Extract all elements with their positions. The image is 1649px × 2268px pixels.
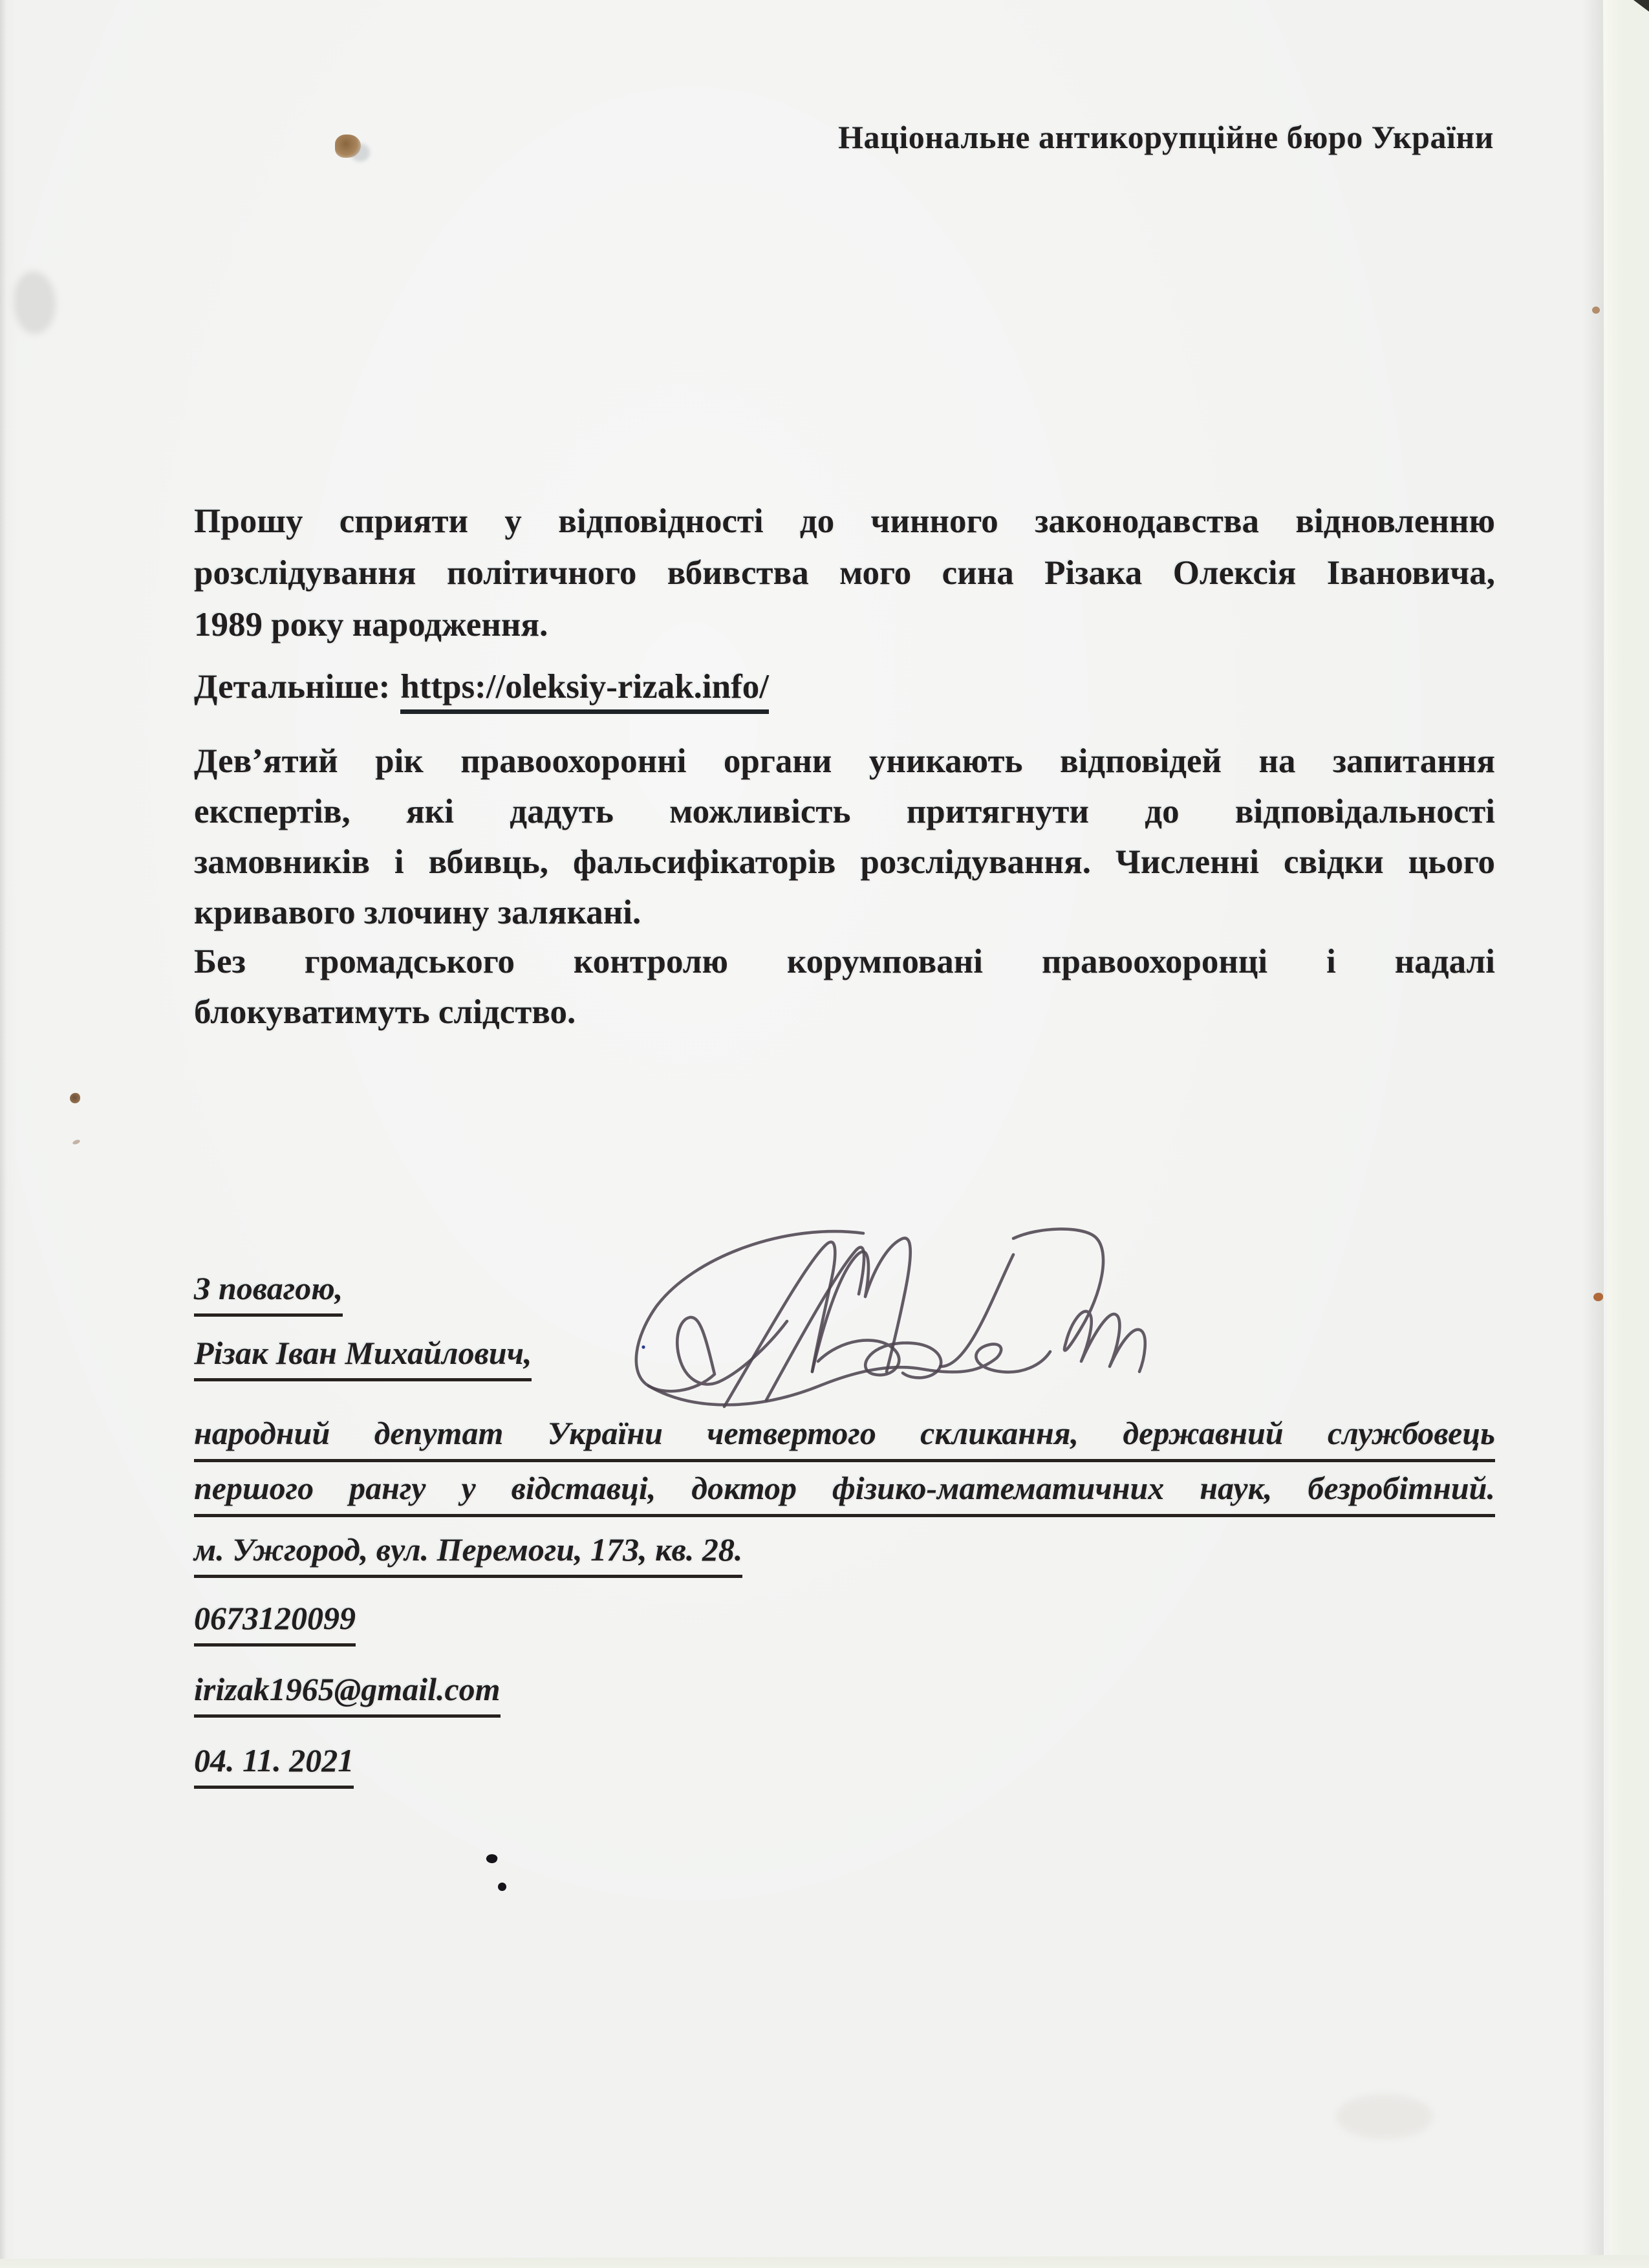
- details-line: [194, 661, 769, 713]
- handwritten-signature: [618, 1219, 1154, 1413]
- paragraph-request-line: 1989 року народження.: [194, 606, 548, 643]
- paragraph-request: [194, 495, 1495, 651]
- details-url-link: https://oleksiy-rizak.info/: [400, 668, 769, 714]
- paragraph-request-line: Прошу сприяти у відповідності до чинного законодавства відновленню: [194, 502, 1495, 540]
- signatory-title-line: народний депутат України четвертого скликання, державний службовець: [194, 1407, 1495, 1462]
- paper-right-edge-shade: [1582, 0, 1604, 2257]
- paragraph-investigation-line: Дев’ятий рік правоохоронні органи уникають відповідей на запитання: [194, 742, 1495, 780]
- phone-line: 0673120099: [194, 1599, 356, 1637]
- closing-salutation: З повагою,: [194, 1269, 343, 1308]
- paper-speck-left-margin: [70, 1093, 80, 1103]
- email-line: irizak1965@gmail.com: [194, 1670, 501, 1709]
- paper-speck-right-edge-top: [1592, 307, 1600, 314]
- paper-smudge-bottom-right: [1336, 2094, 1433, 2139]
- pen-dot: [641, 1345, 645, 1348]
- ink-dot-2: [498, 1883, 506, 1891]
- paragraph-investigation-line: замовників і вбивць, фальсифікаторів розслідування. Численні свідки цього: [194, 843, 1495, 881]
- paper-left-edge-shade: [0, 0, 6, 2268]
- paragraph-control-line: блокуватимуть слідство.: [194, 993, 576, 1031]
- paragraph-investigation-line: експертів, які дадуть можливість притягнути до відповідальності: [194, 793, 1495, 830]
- signatory-title-line: першого рангу у відставці, доктор фізико-математичних наук, безробітний.: [194, 1462, 1495, 1517]
- paragraph-request-line: розслідування політичного вбивства мого сина Різака Олексія Івановича,: [194, 554, 1495, 592]
- details-label: Детальніше:: [194, 668, 391, 706]
- recipient-header: Національне антикорупційне бюро України: [838, 119, 1494, 155]
- paper-speck-right-edge-mid: [1593, 1293, 1603, 1301]
- paragraph-investigation-line: кривавого злочину залякані.: [194, 894, 641, 931]
- paragraph-investigation: [194, 736, 1495, 938]
- paragraph-control-line: Без громадського контролю корумповані правоохоронці і надалі: [194, 943, 1495, 980]
- address-line: м. Ужгород, вул. Перемоги, 173, кв. 28.: [194, 1530, 742, 1569]
- date-line: 04. 11. 2021: [194, 1741, 354, 1780]
- signatory-title: [194, 1407, 1495, 1517]
- signatory-name: Різак Іван Михайлович,: [194, 1334, 532, 1372]
- paper-smudge-left-edge: [14, 272, 56, 334]
- scanner-background-right: [1603, 0, 1649, 2268]
- paragraph-control: [194, 936, 1495, 1037]
